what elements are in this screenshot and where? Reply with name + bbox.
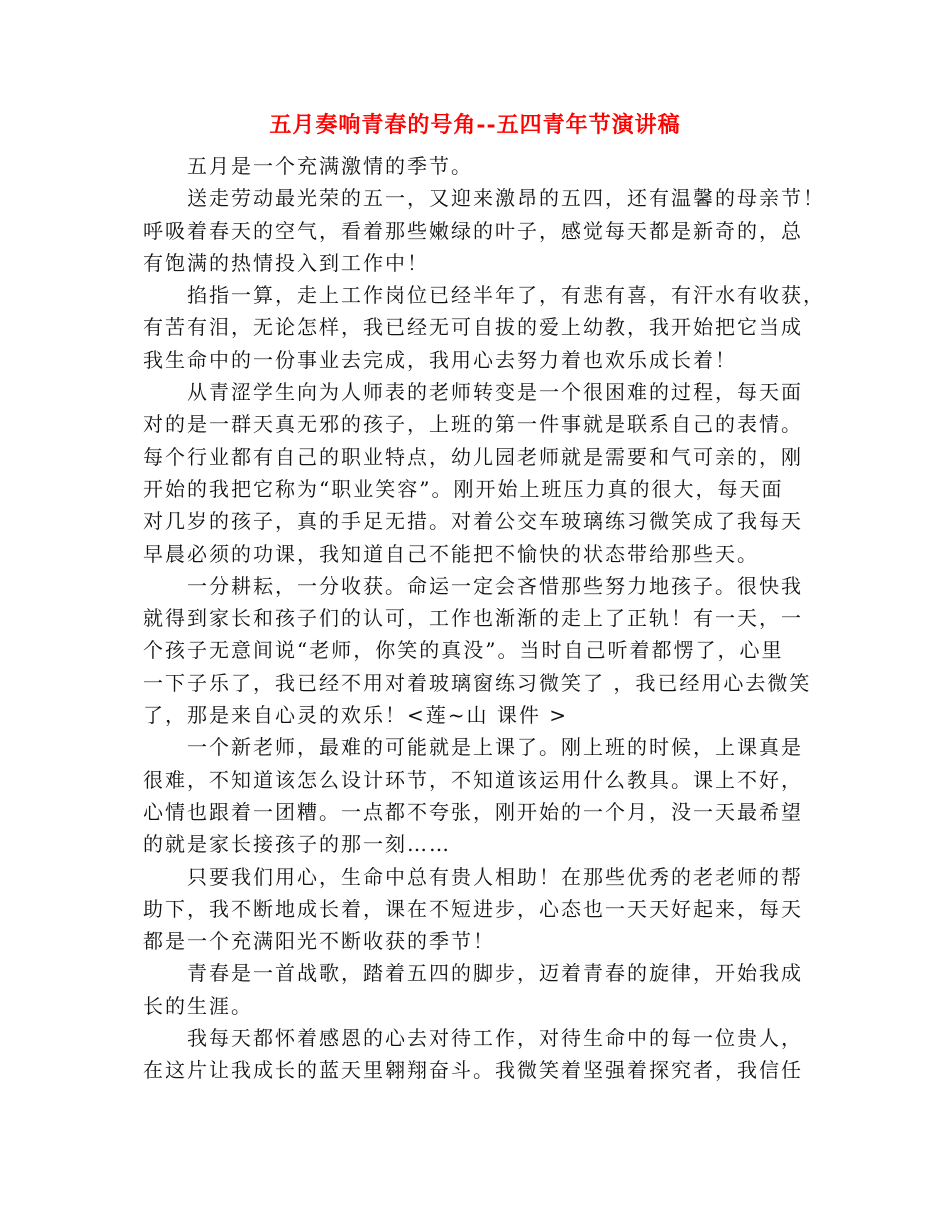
text-line: 心情也跟着一团糟。一点都不夸张，刚开始的一个月，没一天最希望 [143, 799, 803, 824]
text-line: 在这片让我成长的蓝天里翱翔奋斗。我微笑着坚强着探究者，我信任 [143, 1058, 803, 1083]
text-line: 一分耕耘，一分收获。命运一定会吝惜那些努力地孩子。很快我 [187, 573, 803, 598]
text-line: 就得到家长和孩子们的认可，工作也渐渐的走上了正轨！有一天，一 [143, 606, 803, 631]
text-line: 从青涩学生向为人师表的老师转变是一个很困难的过程，每天面 [187, 380, 803, 405]
text-line: 送走劳动最光荣的五一，又迎来激昂的五四，还有温馨的母亲节！ [187, 186, 825, 211]
document-body [143, 150, 825, 1087]
text-line: 助下，我不断地成长着，课在不短进步，心态也一天天好起来，每天 [143, 896, 803, 921]
text-line: 长的生涯。 [143, 993, 253, 1018]
text-line: 有饱满的热情投入到工作中！ [143, 250, 429, 275]
text-line: 对的是一群天真无邪的孩子，上班的第一件事就是联系自己的表情。 [143, 412, 803, 437]
text-line: 很难，不知道该怎么设计环节，不知道该运用什么教具。课上不好， [143, 767, 803, 792]
text-line: 我每天都怀着感恩的心去对待工作，对待生命中的每一位贵人， [187, 1026, 803, 1051]
text-line: 我生命中的一份事业去完成，我用心去努力着也欢乐成长着！ [143, 347, 737, 372]
text-line: 呼吸着春天的空气，看着那些嫩绿的叶子，感觉每天都是新奇的，总 [143, 218, 803, 243]
text-line: 的就是家长接孩子的那一刻…… [143, 832, 451, 857]
text-line: 掐指一算，走上工作岗位已经半年了，有悲有喜，有汗水有收获， [187, 283, 825, 308]
text-line: 五月是一个充满激情的季节。 [187, 154, 473, 178]
text-line: 个孩子无意间说“老师，你笑的真没”。当时自己听着都愣了，心里 [143, 638, 784, 663]
document-title: 五月奏响青春的号角--五四青年节演讲稿 [269, 112, 681, 138]
text-line: 一下子乐了，我已经不用对着玻璃窗练习微笑了 ，我已经用心去微笑 [143, 670, 812, 695]
text-line: 早晨必须的功课，我知道自己不能把不愉快的状态带给那些天。 [143, 541, 759, 566]
text-line: 青春是一首战歌，踏着五四的脚步，迈着青春的旋律，开始我成 [187, 961, 803, 986]
text-line: 只要我们用心，生命中总有贵人相助！在那些优秀的老老师的帮 [187, 864, 803, 889]
text-line: 每个行业都有自己的职业特点，幼儿园老师就是需要和气可亲的，刚 [143, 444, 803, 469]
text-line: 了，那是来自心灵的欢乐！<莲~山 课件 > [143, 703, 568, 728]
text-line: 对几岁的孩子，真的手足无措。对着公交车玻璃练习微笑成了我每天 [143, 509, 803, 534]
text-line: 开始的我把它称为“职业笑容”。刚开始上班压力真的很大，每天面 [143, 476, 784, 501]
text-line: 都是一个充满阳光不断收获的季节！ [143, 929, 495, 954]
text-line: 一个新老师，最难的可能就是上课了。刚上班的时候，上课真是 [187, 735, 803, 760]
text-line: 有苦有泪，无论怎样，我已经无可自拔的爱上幼教，我开始把它当成 [143, 315, 803, 340]
